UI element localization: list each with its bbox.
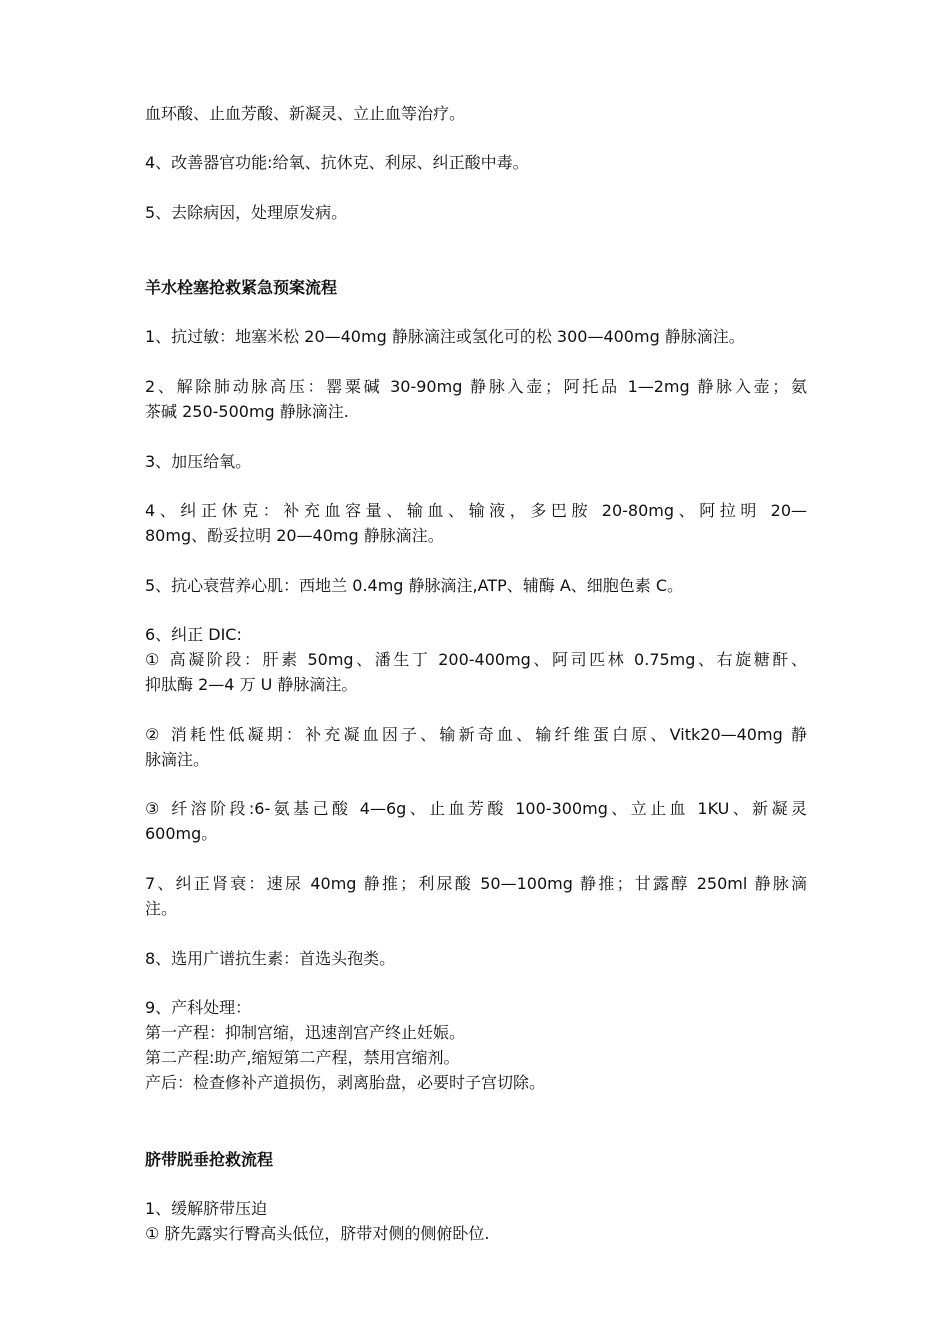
- text-line: 9、产科处理：: [145, 998, 252, 1017]
- text-line: 600mg。: [145, 824, 218, 843]
- text-line: 2、解除肺动脉高压：罂粟碱 30-90mg 静脉入壶；阿托品 1—2mg 静脉入壶；氨: [145, 377, 807, 396]
- text-line: 4、纠正休克：补充血容量、输血、输液，多巴胺 20-80mg、阿拉明 20—: [145, 501, 807, 520]
- text-line: 8、选用广谱抗生素：首选头孢类。: [145, 949, 396, 968]
- text-line: 3、加压给氧。: [145, 452, 252, 471]
- section-heading-cord-prolapse: 脐带脱垂抢救流程: [145, 1150, 274, 1169]
- text-line: 5、抗心衰营养心肌：西地兰 0.4mg 静脉滴注,ATP、辅酶 A、细胞色素 C。: [145, 576, 684, 595]
- text-line: 7、纠正肾衰：速尿 40mg 静推；利尿酸 50—100mg 静推；甘露醇 250ml 静脉滴: [145, 874, 807, 893]
- text-line: 1、缓解脐带压迫: [145, 1199, 268, 1218]
- text-line: 4、改善器官功能:给氧、抗休克、利尿、纠正酸中毒。: [145, 153, 529, 172]
- text-line: ③ 纤溶阶段:6-氨基己酸 4—6g、止血芳酸 100-300mg、立止血 1KU、新凝灵: [145, 799, 807, 818]
- text-line: 茶碱 250-500mg 静脉滴注.: [145, 402, 349, 421]
- text-line: 1、抗过敏：地塞米松 20—40mg 静脉滴注或氢化可的松 300—400mg 静脉滴注。: [145, 327, 745, 346]
- text-line: ② 消耗性低凝期：补充凝血因子、输新奇血、输纤维蛋白原、Vitk20—40mg 静: [145, 725, 807, 744]
- text-line: 6、纠正 DIC:: [145, 625, 242, 644]
- text-line: 抑肽酶 2—4 万 U 静脉滴注。: [145, 675, 358, 694]
- text-line: 脉滴注。: [145, 750, 210, 769]
- section-heading-amniotic-embolism: 羊水栓塞抢救紧急预案流程: [145, 278, 338, 297]
- text-line: 80mg、酚妥拉明 20—40mg 静脉滴注。: [145, 526, 444, 545]
- text-line: ① 脐先露实行臀高头低位，脐带对侧的侧俯卧位.: [145, 1224, 490, 1243]
- text-line: 5、去除病因，处理原发病。: [145, 203, 348, 222]
- text-line: 第一产程：抑制宫缩，迅速剖宫产终止妊娠。: [145, 1023, 466, 1042]
- text-line: ① 高凝阶段：肝素 50mg、潘生丁 200-400mg、阿司匹林 0.75mg、右旋糖酐、: [145, 650, 807, 669]
- text-line: 产后：检查修补产道损伤，剥离胎盘，必要时子宫切除。: [145, 1073, 546, 1092]
- text-line: 注。: [145, 899, 178, 918]
- text-line: 第二产程:助产,缩短第二产程，禁用宫缩剂。: [145, 1048, 460, 1067]
- text-line: 血环酸、止血芳酸、新凝灵、立止血等治疗。: [145, 104, 466, 123]
